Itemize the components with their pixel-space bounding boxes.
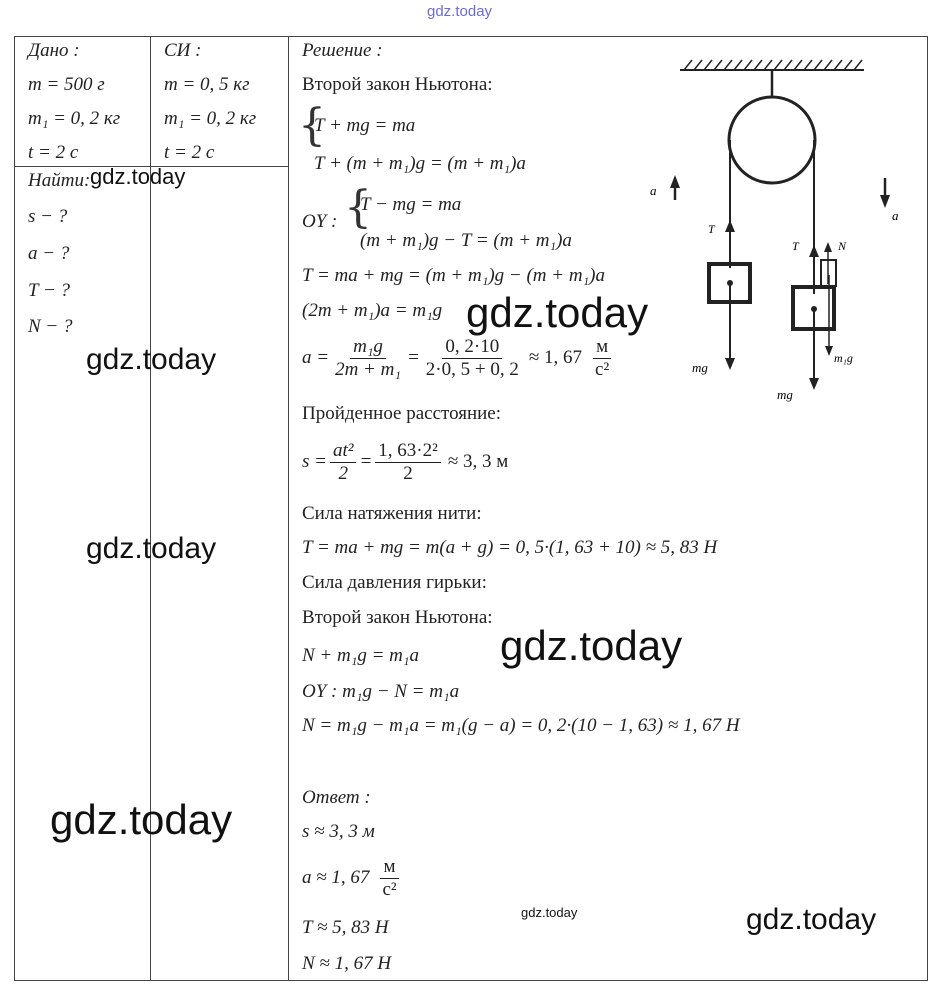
system1-line1: T + mg = ma xyxy=(314,115,416,136)
gravity-arrow-right xyxy=(809,378,819,390)
label-m1g: m₁g xyxy=(834,351,853,365)
system2-line1: T − mg = ma xyxy=(360,194,462,215)
unit-denominator: с² xyxy=(382,878,397,900)
distance-heading: Пройденное расстояние: xyxy=(302,403,502,424)
watermark: gdz.today xyxy=(90,164,186,189)
fraction-numerator: 0, 2·10 xyxy=(442,336,502,359)
newton-law-heading: Второй закон Ньютона: xyxy=(302,74,493,95)
answer-t: T ≈ 5, 83 Н xyxy=(302,917,389,938)
find-row: T − ? xyxy=(28,280,71,301)
si-row: m₁ = 0, 2 кг xyxy=(164,108,257,129)
label-n: N xyxy=(838,239,847,253)
watermark: gdz.today xyxy=(521,905,578,920)
given-row: t = 2 с xyxy=(28,142,79,163)
answer-s: s ≈ 3, 3 м xyxy=(302,821,375,842)
acceleration-arrow-down xyxy=(880,195,890,208)
equation-n-oy: OY : m₁g − N = m₁a xyxy=(302,681,460,702)
table-bottom-border xyxy=(14,980,928,981)
fraction-denominator: 2 xyxy=(338,462,348,484)
table-left-border xyxy=(14,36,15,981)
fraction-denominator: 2·0, 5 + 0, 2 xyxy=(425,358,519,380)
answer-title: Ответ : xyxy=(302,787,371,808)
fraction-denominator: 2m + m₁ xyxy=(335,358,401,380)
unit-numerator: м xyxy=(593,336,611,359)
ceiling-hatching xyxy=(684,60,862,70)
si-row: t = 2 с xyxy=(164,142,215,163)
label-mg-right: mg xyxy=(777,387,793,402)
system-brace: { xyxy=(298,100,326,151)
watermark: gdz.today xyxy=(86,532,217,565)
acceleration-arrow-up xyxy=(670,175,680,188)
normal-force-arrow xyxy=(824,242,832,252)
answer-n: N ≈ 1, 67 Н xyxy=(302,953,392,974)
tension-heading: Сила натяжения нити: xyxy=(302,503,482,524)
pulley-wheel xyxy=(729,97,815,183)
watermark: gdz.today xyxy=(50,796,233,843)
small-weight-gravity-arrow xyxy=(825,346,833,356)
label-t-left: T xyxy=(708,222,715,236)
find-row: a − ? xyxy=(28,243,70,264)
table-top-border xyxy=(14,36,928,37)
label-a-right: a xyxy=(892,208,899,223)
label-mg-left: mg xyxy=(692,360,708,375)
solution-title: Решение : xyxy=(302,40,383,61)
equation-n-vector: N + m₁g = m₁a xyxy=(302,645,419,666)
si-solution-divider xyxy=(288,36,289,981)
fraction-denominator: 2 xyxy=(403,462,413,484)
equation-distance: s = $\frac{\text{at²}}{2}$ = $\frac{\text{1, 63·2²}}{2}$ ≈ 3, 3 м xyxy=(302,440,509,484)
given-row: m = 500 г xyxy=(28,74,105,95)
fraction-numerator: 1, 63·2² xyxy=(375,440,441,463)
equation-2m: (2m + m₁)a = m₁g xyxy=(302,300,443,321)
table-right-border xyxy=(927,36,928,981)
system-brace: { xyxy=(344,182,372,233)
system2-line2: (m + m₁)g − T = (m + m₁)a xyxy=(360,230,572,251)
given-row: m₁ = 0, 2 кг xyxy=(28,108,121,129)
find-row: N − ? xyxy=(28,316,73,337)
equation-tension-expanded: T = ma + mg = (m + m₁)g − (m + m₁)a xyxy=(302,265,605,286)
unit-denominator: с² xyxy=(595,358,610,380)
answer-a: a ≈ 1, 67 $\frac{м}{\text{с²}}$ xyxy=(302,856,403,901)
watermark: gdz.today xyxy=(500,622,683,669)
unit-numerator: м xyxy=(380,856,398,879)
gravity-arrow-left xyxy=(725,358,735,370)
equation-tension: T = ma + mg = m(a + g) = 0, 5·(1, 63 + 10) ≈ 5, 83 Н xyxy=(302,537,718,558)
find-row: s − ? xyxy=(28,206,68,227)
system1-line2: T + (m + m₁)g = (m + m₁)a xyxy=(314,153,526,174)
si-title: СИ : xyxy=(164,40,202,61)
oy-label: OY : xyxy=(302,211,338,232)
watermark: gdz.today xyxy=(746,903,877,936)
given-title: Дано : xyxy=(28,40,80,61)
tension-arrow-right xyxy=(809,245,819,257)
equation-n-result: N = m₁g − m₁a = m₁(g − a) = 0, 2·(10 − 1, 63) ≈ 1, 67 Н xyxy=(302,715,740,736)
si-row: m = 0, 5 кг xyxy=(164,74,250,95)
newton-law-heading-2: Второй закон Ньютона: xyxy=(302,607,493,628)
find-title: Найти: xyxy=(28,170,91,191)
label-t-right: T xyxy=(792,239,799,253)
label-a-left: a xyxy=(650,183,657,198)
tension-arrow-left xyxy=(725,220,735,232)
fraction-numerator: m₁g xyxy=(350,336,386,359)
pulley-diagram xyxy=(640,50,920,410)
pressure-heading: Сила давления гирьки: xyxy=(302,572,487,593)
watermark: gdz.today xyxy=(86,343,217,376)
equation-acceleration: a = $\frac{\text{m₁g}}{\text{2m + m₁}}$ = $\frac{0, 2\cdot 10}{2\cdot 0, 5 + 0, 2}$ ≈ 1, 67 $\frac{м}{\text{с²}}$ xyxy=(302,336,615,381)
fraction-numerator: at² xyxy=(330,440,356,463)
watermark: gdz.today xyxy=(466,289,649,336)
header-watermark: gdz.today xyxy=(427,3,493,20)
